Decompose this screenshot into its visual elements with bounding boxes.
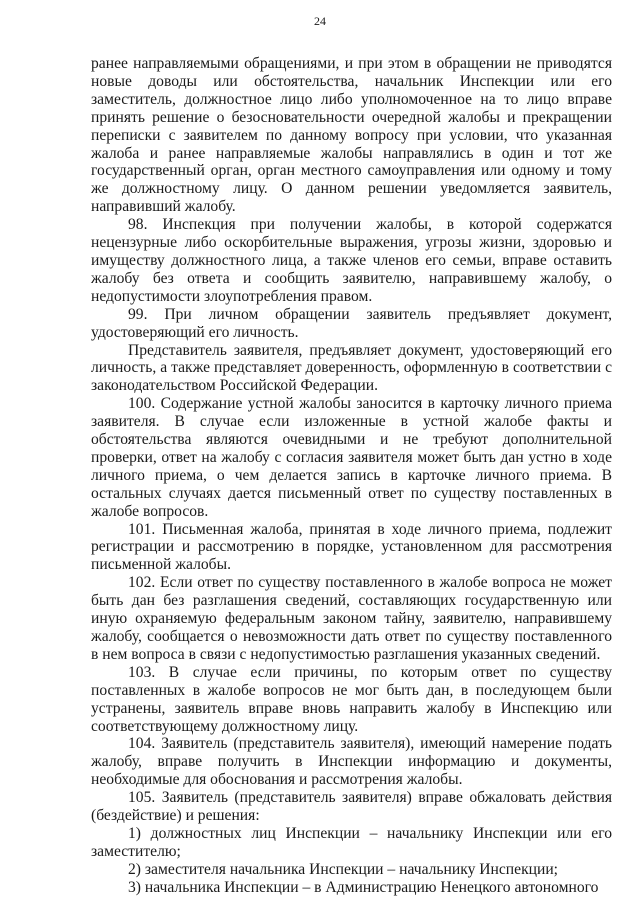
paragraph-102: 102. Если ответ по существу поставленного в жалобе вопроса не может быть дан без разглашения сведений, составляющих государственную или иную охраняемую федеральным законом тайну, заявителю, направившему жалобу, сообщается о невозможности дать ответ по существу поставленного в нем вопроса в связи с недопустимостью разглашения указанных сведений. [91, 574, 612, 663]
paragraph-representative: Представитель заявителя, предъявляет документ, удостоверяющий его личность, а также представляет доверенность, оформленную в соответствии с законодательством Российской Федерации. [91, 341, 612, 395]
document-body [91, 55, 612, 897]
paragraph-103: 103. В случае если причины, по которым ответ по существу поставленных в жалобе вопросов не мог быть дан, в последующем были устранены, заявитель вправе вновь направить жалобу в Инспекцию или соответствующему должностному лицу. [91, 663, 612, 735]
paragraph-98: 98. Инспекция при получении жалобы, в которой содержатся нецензурные либо оскорбительные выражения, угрозы жизни, здоровью и имуществу должностного лица, а также членов его семьи, вправе оставить жалобу без ответа и сообщить заявителю, направившему жалобу, о недопустимости злоупотребления правом. [91, 216, 612, 305]
paragraph-101: 101. Письменная жалоба, принятая в ходе личного приема, подлежит регистрации и рассмотрению в порядке, установленном для рассмотрения письменной жалобы. [91, 520, 612, 574]
list-item-2: 2) заместителя начальника Инспекции – начальнику Инспекции; [128, 860, 559, 878]
paragraph-100: 100. Содержание устной жалобы заносится в карточку личного приема заявителя. В случае если изложенные в устной жалобе факты и обстоятельства являются очевидными и не требуют дополнительной проверки, ответ на жалобу с согласия заявителя может быть дан устно в ходе личного приема, о чем делается запись в карточке личного приема. В остальных случаях дается письменный ответ по существу поставленных в жалобе вопросов. [91, 395, 612, 520]
paragraph-continuation: ранее направляемыми обращениями, и при этом в обращении не приводятся новые доводы или обстоятельства, начальник Инспекции или его заместитель, должностное лицо либо уполномоченное на то лицо вправе принять решение о безосновательности очередной жалобы и прекращении переписки с заявителем по данному вопросу при условии, что указанная жалоба и ранее направляемые жалобы направлялись в один и тот же государственный орган, орган местного самоуправления или одному и тому же должностному лицу. О данном решении уведомляется заявитель, направивший жалобу. [91, 55, 612, 216]
page-number: 24 [314, 14, 326, 28]
list-item-1: 1) должностных лиц Инспекции – начальнику Инспекции или его заместителю; [91, 824, 612, 860]
paragraph-99: 99. При личном обращении заявитель предъявляет документ, удостоверяющий его личность. [91, 305, 612, 341]
paragraph-105: 105. Заявитель (представитель заявителя) вправе обжаловать действия (бездействие) и решения: [91, 789, 612, 825]
paragraph-104: 104. Заявитель (представитель заявителя), имеющий намерение подать жалобу, вправе получить в Инспекции информацию и документы, необходимые для обоснования и рассмотрения жалобы. [91, 735, 612, 789]
list-item-3: 3) начальника Инспекции – в Администрацию Ненецкого автономного [128, 878, 599, 896]
